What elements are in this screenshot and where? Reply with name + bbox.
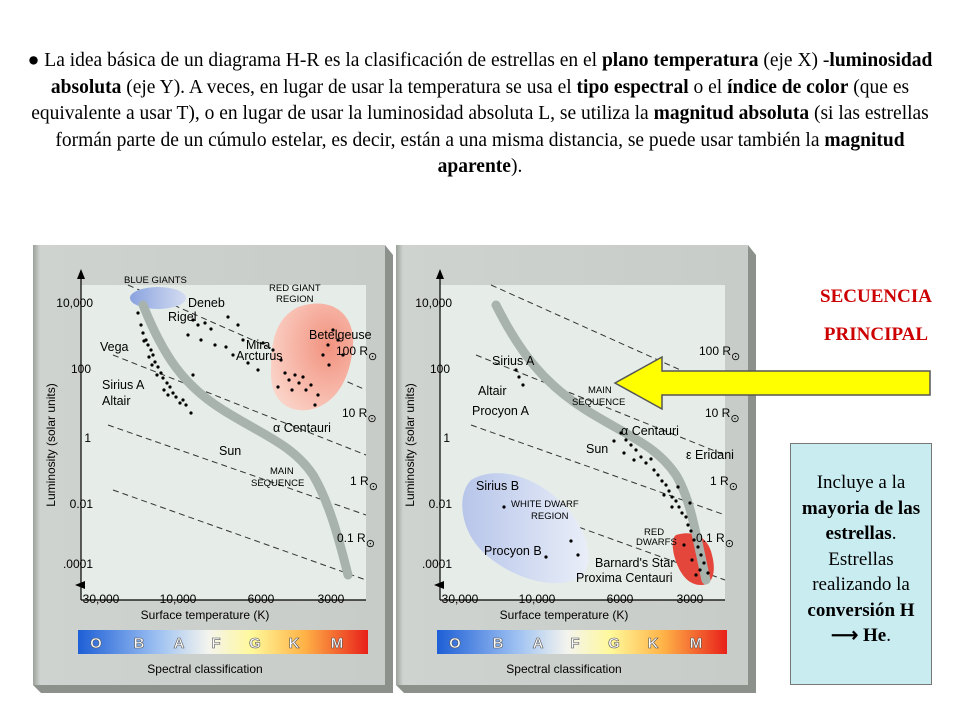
info-box: Incluye a la mayoria de las estrellas. Estrellas realizando la conversión H ⟶ He. (790, 443, 932, 685)
star-sun: Sun (586, 442, 609, 456)
blue-giants-label: BLUE GIANTS (124, 275, 187, 286)
star-procyon-b: Procyon B (484, 544, 542, 558)
main-sequence-label-2: SEQUENCE (251, 478, 305, 489)
arrow-shape (615, 357, 930, 409)
star-alpha-centauri: α Centauri (621, 424, 679, 438)
hr-diagram-left (33, 245, 393, 693)
star-barnards-star: Barnard's Star (595, 556, 675, 570)
star-proxima-centauri: Proxima Centauri (576, 571, 673, 585)
star-alpha-centauri: α Centauri (273, 421, 331, 435)
xtick-30000: 30,000 (82, 592, 120, 606)
callout-line-2: PRINCIPAL (823, 324, 929, 345)
pointer-arrow-icon (600, 355, 945, 435)
spectral-K: K (647, 635, 659, 652)
spectral-B: B (133, 635, 145, 652)
ytick-001: 0.01 (69, 497, 93, 511)
xtick-6000: 6000 (606, 592, 634, 606)
red-dwarfs-label-2: DWARFS (636, 537, 677, 548)
spectral-F: F (570, 635, 580, 652)
star-procyon-a: Procyon A (472, 404, 529, 418)
red-giant-label-2: REGION (276, 294, 314, 305)
star-altair: Altair (102, 394, 131, 408)
hr-diagram-right (396, 245, 756, 693)
xtick-10000: 10,000 (159, 592, 197, 606)
xtick-6000: 6000 (247, 592, 275, 606)
spectral-bar (78, 630, 368, 654)
ytick-001: 0.01 (428, 497, 452, 511)
svg-text:100 R⊙: 100 R⊙ (699, 344, 741, 363)
blue-giants-region (130, 287, 186, 309)
ytick-100: 100 (70, 362, 91, 376)
main-sequence-label-2: SEQUENCE (572, 397, 626, 408)
x-axis-label: Surface temperature (K) (140, 608, 270, 622)
xtick-30000: 30,000 (441, 592, 479, 606)
xtick-3000: 3000 (676, 592, 704, 606)
spectral-F: F (211, 635, 221, 652)
svg-text:0.1 R⊙: 0.1 R⊙ (696, 531, 734, 550)
ytick-10000: 10,000 (56, 296, 93, 310)
star-mira: Mira (246, 338, 271, 352)
spectral-label: Spectral classification (506, 662, 622, 676)
star-deneb: Deneb (188, 296, 225, 310)
spectral-A: A (532, 635, 544, 652)
spectral-O: O (449, 635, 461, 652)
star-sirius-b: Sirius B (476, 479, 520, 493)
red-dwarfs-label-1: RED (644, 527, 665, 538)
xtick-10000: 10,000 (518, 592, 556, 606)
star-sirius-a: Sirius A (102, 378, 145, 392)
y-axis-label: Luminosity (solar units) (403, 383, 417, 507)
ytick-10000: 10,000 (415, 296, 452, 310)
callout-line-1: SECUENCIA (820, 286, 932, 307)
spectral-K: K (288, 635, 300, 652)
star-sun: Sun (219, 444, 242, 458)
star-altair: Altair (478, 384, 507, 398)
star-betelgeuse: Betelgeuse (309, 328, 372, 342)
intro-paragraph: ● La idea básica de un diagrama H-R es la clasificación de estrellas en el plano temperatura (eje X) -luminosidad absoluta (eje Y). A veces, en lugar de usar la temperatura se usa el tipo espectral o el índice de color (que es equivalente a usar T), o en lugar de usar la luminosidad absoluta L, se utiliza la magnitud absoluta (si las estrellas formán parte de un cúmulo estelar, es decir, están a una misma distancia, se puede usar también la magnitud aparente). (27, 50, 933, 177)
star-vega: Vega (100, 340, 129, 354)
y-axis-label: Luminosity (solar units) (44, 383, 58, 507)
ytick-00001: .0001 (421, 557, 452, 571)
star-rigel: Rigel (168, 310, 197, 324)
main-sequence-callout (786, 278, 960, 354)
spectral-O: O (90, 635, 102, 652)
spectral-M: M (689, 635, 703, 652)
spectral-A: A (173, 635, 185, 652)
spectral-bar (437, 630, 727, 654)
ytick-1: 1 (84, 431, 91, 445)
spectral-M: M (330, 635, 344, 652)
svg-text:100 R⊙: 100 R⊙ (336, 344, 378, 363)
red-giant-label-1: RED GIANT (269, 283, 321, 294)
x-axis-label: Surface temperature (K) (499, 608, 629, 622)
main-sequence-label-1: MAIN (270, 466, 294, 477)
star-epsilon-eridani: ε Eridani (686, 448, 734, 462)
white-dwarf-label-2: REGION (531, 511, 569, 522)
spectral-B: B (492, 635, 504, 652)
ytick-00001: .0001 (62, 557, 93, 571)
ytick-1: 1 (443, 431, 450, 445)
svg-text:10 R⊙: 10 R⊙ (342, 406, 377, 425)
svg-text:1 R⊙: 1 R⊙ (710, 474, 738, 493)
star-sirius-a: Sirius A (492, 354, 535, 368)
svg-text:10 R⊙: 10 R⊙ (705, 406, 740, 425)
star-arcturus: Arcturus (236, 349, 283, 363)
xtick-3000: 3000 (317, 592, 345, 606)
spectral-G: G (249, 635, 261, 652)
svg-text:0.1 R⊙: 0.1 R⊙ (337, 531, 375, 550)
svg-text:1 R⊙: 1 R⊙ (350, 474, 378, 493)
white-dwarf-label-1: WHITE DWARF (511, 499, 579, 510)
spectral-label: Spectral classification (147, 662, 263, 676)
spectral-G: G (608, 635, 620, 652)
ytick-100: 100 (429, 362, 450, 376)
main-sequence-label-1: MAIN (588, 385, 612, 396)
bullet: ● (27, 50, 40, 71)
